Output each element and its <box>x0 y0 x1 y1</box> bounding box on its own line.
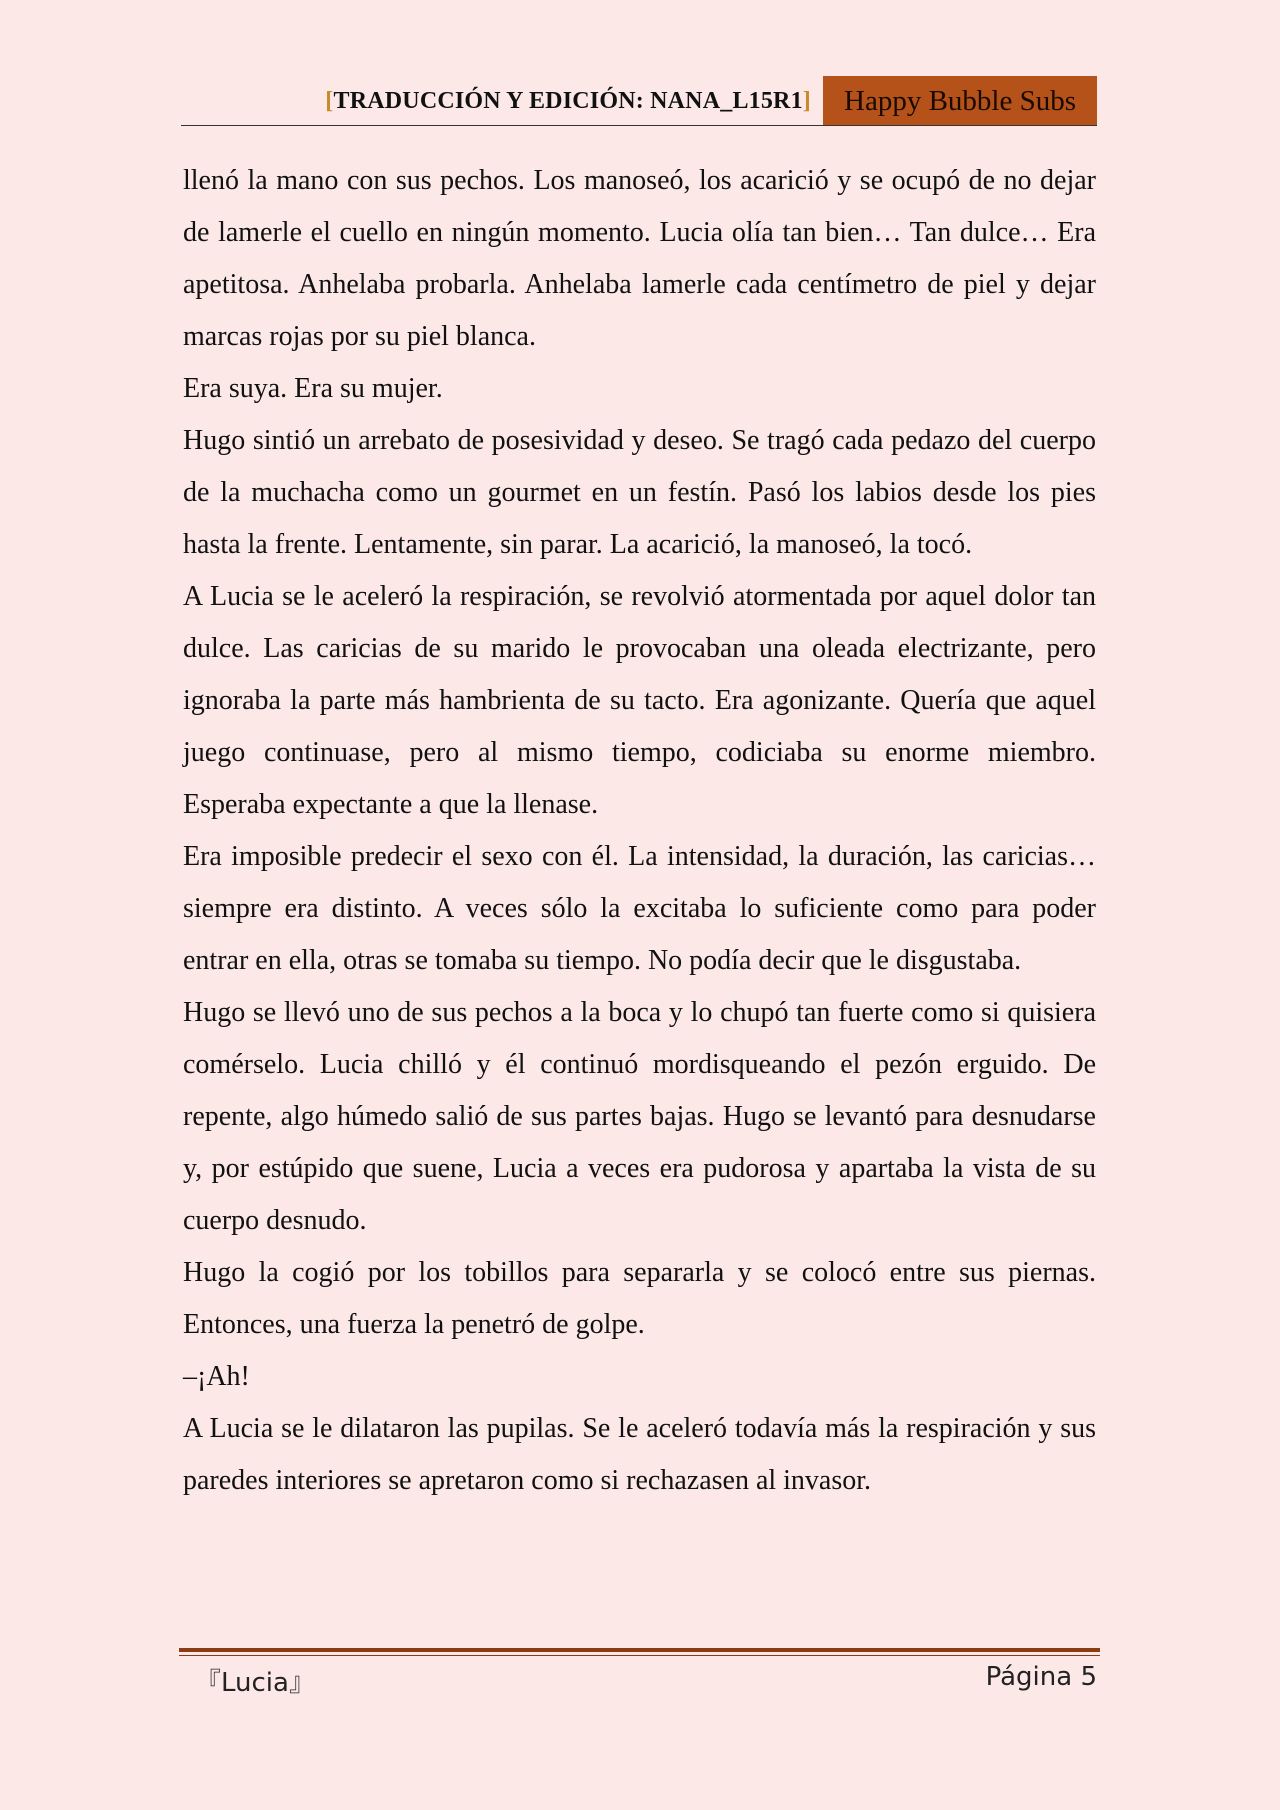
paragraph: Era imposible predecir el sexo con él. La intensidad, la duración, las caricias… siempre era distinto. A veces sólo la excitaba lo suficiente como para poder entrar en ella, otras se tomaba su tiempo. No podía decir que le disgustaba. <box>183 841 1096 976</box>
paragraph: Hugo la cogió por los tobillos para separarla y se colocó entre sus piernas. Entonces, una fuerza la penetró de golpe. <box>183 1257 1096 1340</box>
footer-book-title: 『Lucia』 <box>195 1668 315 1698</box>
group-tag: Happy Bubble Subs <box>823 76 1097 126</box>
translation-credit <box>325 88 811 115</box>
paragraph: A Lucia se le dilataron las pupilas. Se le aceleró todavía más la respiración y sus paredes interiores se apretaron como si rechazasen al invasor. <box>183 1413 1096 1496</box>
paragraph: Hugo se llevó uno de sus pechos a la boca y lo chupó tan fuerte como si quisiera comérselo. Lucia chilló y él continuó mordisqueando el pezón erguido. De repente, algo húmedo salió de sus partes bajas. Hugo se levantó para desnudarse y, por estúpido que suene, Lucia a veces era pudorosa y apartaba la vista de su cuerpo desnudo. <box>183 997 1096 1236</box>
paragraph: Hugo sintió un arrebato de posesividad y deseo. Se tragó cada pedazo del cuerpo de la muchacha como un gourmet en un festín. Pasó los labios desde los pies hasta la frente. Lentamente, sin parar. La acarició, la manoseó, la tocó. <box>183 425 1096 560</box>
bracket-close: ] <box>802 88 811 114</box>
paragraph: –¡Ah! <box>183 1361 250 1392</box>
header-rule <box>181 125 1097 126</box>
paragraph: Era suya. Era su mujer. <box>183 373 443 404</box>
body-text <box>183 155 1096 1507</box>
paragraph: A Lucia se le aceleró la respiración, se revolvió atormentada por aquel dolor tan dulce. Las caricias de su marido le provocaban una oleada electrizante, pero ignoraba la parte más hambrienta de su tacto. Era agonizante. Quería que aquel juego continuase, pero al mismo tiempo, codiciaba su enorme miembro. Esperaba expectante a que la llenase. <box>183 581 1096 820</box>
paragraph: llenó la mano con sus pechos. Los manoseó, los acarició y se ocupó de no dejar de lamerle el cuello en ningún momento. Lucia olía tan bien… Tan dulce… Era apetitosa. Anhelaba probarla. Anhelaba lamerle cada centímetro de piel y dejar marcas rojas por su piel blanca. <box>183 165 1096 352</box>
bracket-open: [ <box>325 88 334 114</box>
footer-rule <box>179 1648 1100 1652</box>
footer-page-number: Página 5 <box>985 1662 1097 1692</box>
page-header <box>181 76 1097 126</box>
footer-rule-thin <box>179 1655 1100 1656</box>
translation-credit-text: TRADUCCIÓN Y EDICIÓN: NANA_L15R1 <box>333 88 803 114</box>
